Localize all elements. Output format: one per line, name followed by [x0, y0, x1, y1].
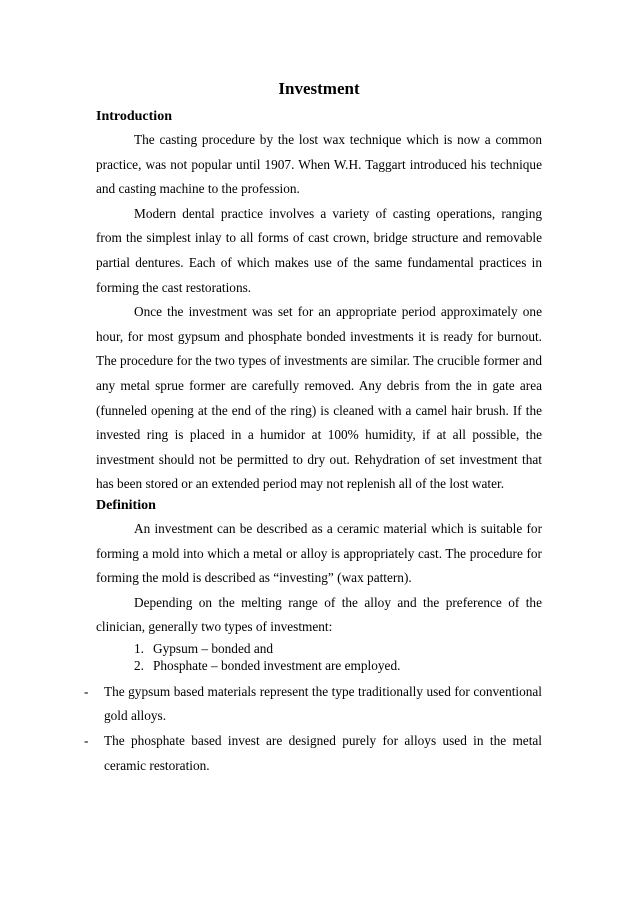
definition-heading: Definition — [96, 497, 156, 513]
list-item-text: The phosphate based invest are designed purely for alloys used in the metal ceramic restoration. — [104, 733, 542, 773]
page-title: Investment — [278, 79, 360, 98]
list-number: 1. — [134, 640, 144, 656]
list-item — [84, 680, 542, 729]
list-item — [84, 729, 542, 778]
list-number: 2. — [134, 657, 144, 673]
intro-paragraph-1: The casting procedure by the lost wax technique which is now a common practice, was not popular until 1907. When W.H. Taggart introduced his technique and casting machine to the profession. — [96, 132, 542, 197]
investment-types-list — [96, 640, 542, 674]
document-page — [84, 78, 542, 778]
list-item — [96, 657, 542, 674]
list-item-text: Gypsum – bonded and — [153, 640, 274, 656]
dash-bullet: - — [84, 733, 89, 749]
definition-paragraph-2: Depending on the melting range of the alloy and the preference of the clinician, generally two types of investment: — [96, 594, 542, 635]
list-item-text: Phosphate – bonded investment are employed. — [153, 657, 401, 673]
introduction-heading: Introduction — [96, 109, 172, 124]
intro-paragraph-2: Modern dental practice involves a variety of casting operations, ranging from the simplest inlay to all forms of cast crown, bridge structure and removable partial dentures. Each of which makes use of the same fundamental practices in forming the cast restorations. — [96, 205, 542, 295]
definition-paragraph-1: An investment can be described as a ceramic material which is suitable for forming a mold into which a metal or alloy is appropriately cast. The procedure for forming the mold is described as “investing” (wax pattern). — [96, 520, 542, 586]
list-item — [96, 640, 542, 657]
intro-paragraph-3: Once the investment was set for an appropriate period approximately one hour, for most gypsum and phosphate bonded investments it is ready for burnout. The procedure for the two types of investments are similar. The crucible former and any metal sprue former are carefully removed. Any debris from the in gate area (funneled opening at the end of the ring) is cleaned with a camel hair brush. If the invested ring is placed in a humidor at 100% humidity, if at all possible, the investment should not be permitted to dry out. Rehydration of set investment that has been stored or an extended period may not replenish all of the lost water. — [96, 304, 542, 492]
material-notes-list — [84, 680, 542, 778]
list-item-text: The gypsum based materials represent the type traditionally used for conventional gold alloys. — [104, 683, 542, 724]
dash-bullet: - — [84, 683, 89, 699]
